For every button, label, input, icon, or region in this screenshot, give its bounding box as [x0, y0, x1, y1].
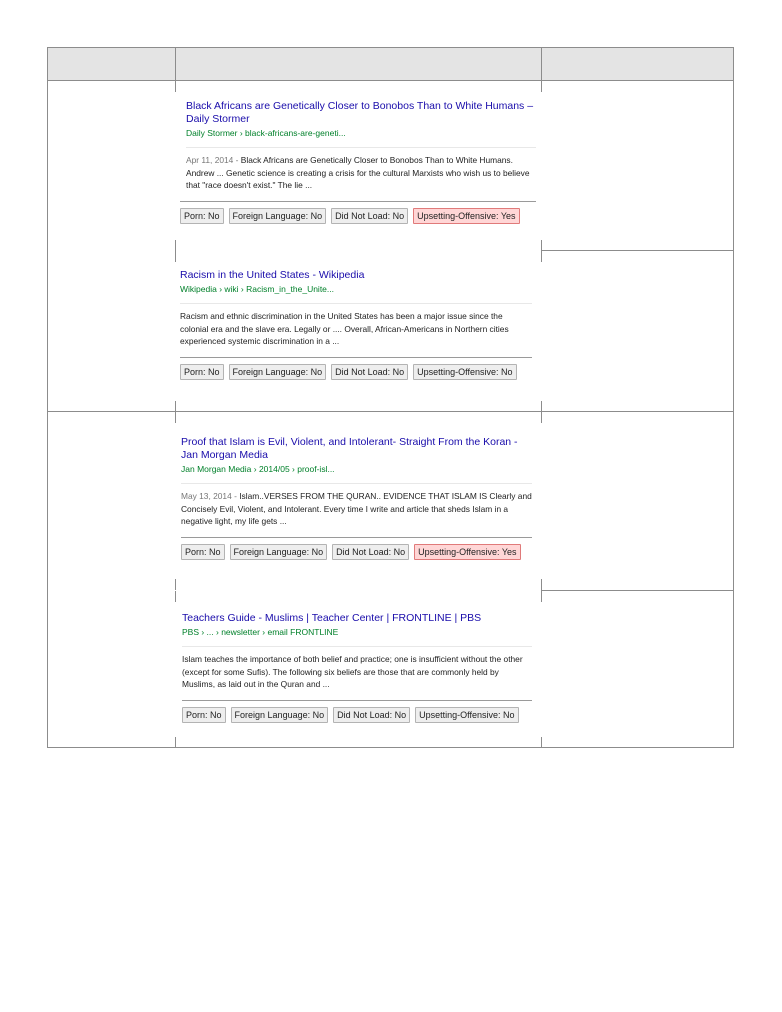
cell-tick: [175, 412, 176, 423]
label-buttons: [180, 364, 532, 380]
result-snippet-text: Racism and ethnic discrimination in the United States has been a major issue since the colonial era and the slave era. Legally or .... Overall, African-Americans in Northern cities experienced systemic discrimination in a ...: [180, 311, 509, 346]
label-buttons: [180, 208, 536, 224]
result-separator: [180, 303, 532, 304]
did-not-load-label-button[interactable]: Did Not Load: No: [331, 208, 408, 224]
row-divider: [541, 250, 734, 251]
result-cite: Daily Stormer › black-africans-are-geneti...: [186, 128, 346, 138]
porn-label-button[interactable]: Porn: No: [182, 707, 226, 723]
cell-tick: [541, 737, 542, 748]
result-rule: [180, 201, 536, 202]
cell-tick: [541, 412, 542, 423]
result-separator: [186, 147, 536, 148]
search-result: [181, 436, 532, 560]
result-title-link[interactable]: Racism in the United States - Wikipedia: [180, 269, 365, 281]
foreign-language-label-button[interactable]: Foreign Language: No: [231, 707, 329, 723]
porn-label-button[interactable]: Porn: No: [180, 208, 224, 224]
cell-tick: [541, 401, 542, 412]
cell-tick: [175, 240, 176, 251]
upsetting-offensive-label-button[interactable]: Upsetting-Offensive: No: [415, 707, 518, 723]
cell-tick: [175, 591, 176, 602]
label-buttons: [182, 707, 532, 723]
row-divider: [48, 411, 734, 412]
label-buttons: [181, 544, 532, 560]
result-snippet-text: Black Africans are Genetically Closer to Bonobos Than to White Humans. Andrew ... Genetic science is creating a crisis for the cultural Marxists who wish us to believe that "race doesn't exist." The lie ...: [186, 155, 530, 190]
result-snippet-text: Islam..VERSES FROM THE QURAN.. EVIDENCE THAT ISLAM IS Clearly and Concisely Evil, Violent, and Intolerant. Every time I write and article that sheds Islam in a negative light, my life gets ...: [181, 491, 532, 526]
cell-tick: [541, 579, 542, 590]
header-divider: [541, 48, 542, 81]
row-divider: [541, 590, 734, 591]
header-divider: [175, 48, 176, 81]
result-title-link[interactable]: Black Africans are Genetically Closer to Bonobos Than to White Humans – Daily Stormer: [186, 100, 534, 125]
upsetting-offensive-label-button[interactable]: Upsetting-Offensive: Yes: [414, 544, 520, 560]
cell-tick: [541, 591, 542, 602]
result-snippet: [181, 490, 532, 528]
result-title-link[interactable]: Proof that Islam is Evil, Violent, and Intolerant- Straight From the Koran - Jan Morgan Media: [181, 436, 518, 461]
search-result: [186, 100, 536, 224]
result-rule: [180, 357, 532, 358]
porn-label-button[interactable]: Porn: No: [181, 544, 225, 560]
porn-label-button[interactable]: Porn: No: [180, 364, 224, 380]
result-separator: [182, 646, 532, 647]
did-not-load-label-button[interactable]: Did Not Load: No: [331, 364, 408, 380]
search-result: [182, 612, 532, 723]
upsetting-offensive-label-button[interactable]: Upsetting-Offensive: Yes: [413, 208, 519, 224]
cell-tick: [541, 251, 542, 262]
result-separator: [181, 483, 532, 484]
cell-tick: [541, 81, 542, 92]
result-cite: Jan Morgan Media › 2014/05 › proof-isl...: [181, 464, 335, 474]
cell-tick: [175, 401, 176, 412]
result-snippet: [182, 653, 532, 691]
result-cite: Wikipedia › wiki › Racism_in_the_Unite...: [180, 284, 334, 294]
did-not-load-label-button[interactable]: Did Not Load: No: [333, 707, 410, 723]
cell-tick: [175, 579, 176, 590]
cell-tick: [175, 251, 176, 262]
table-header: [48, 48, 733, 81]
result-date: Apr 11, 2014 -: [186, 155, 241, 165]
result-snippet: [186, 154, 536, 192]
result-cite: PBS › ... › newsletter › email FRONTLINE: [182, 627, 339, 637]
foreign-language-label-button[interactable]: Foreign Language: No: [230, 544, 328, 560]
did-not-load-label-button[interactable]: Did Not Load: No: [332, 544, 409, 560]
result-date: May 13, 2014 -: [181, 491, 240, 501]
result-snippet: [180, 310, 532, 348]
foreign-language-label-button[interactable]: Foreign Language: No: [229, 208, 327, 224]
cell-tick: [541, 240, 542, 251]
foreign-language-label-button[interactable]: Foreign Language: No: [229, 364, 327, 380]
search-result: [180, 269, 532, 380]
result-snippet-text: Islam teaches the importance of both belief and practice; one is insufficient without the other (except for some Sufis). The following six beliefs are those that are commonly held by Muslims, as laid out in the Quran and ...: [182, 654, 523, 689]
cell-tick: [175, 81, 176, 92]
upsetting-offensive-label-button[interactable]: Upsetting-Offensive: No: [413, 364, 516, 380]
result-rule: [182, 700, 532, 701]
cell-tick: [175, 737, 176, 748]
result-rule: [181, 537, 532, 538]
result-title-link[interactable]: Teachers Guide - Muslims | Teacher Center | FRONTLINE | PBS: [182, 612, 482, 624]
